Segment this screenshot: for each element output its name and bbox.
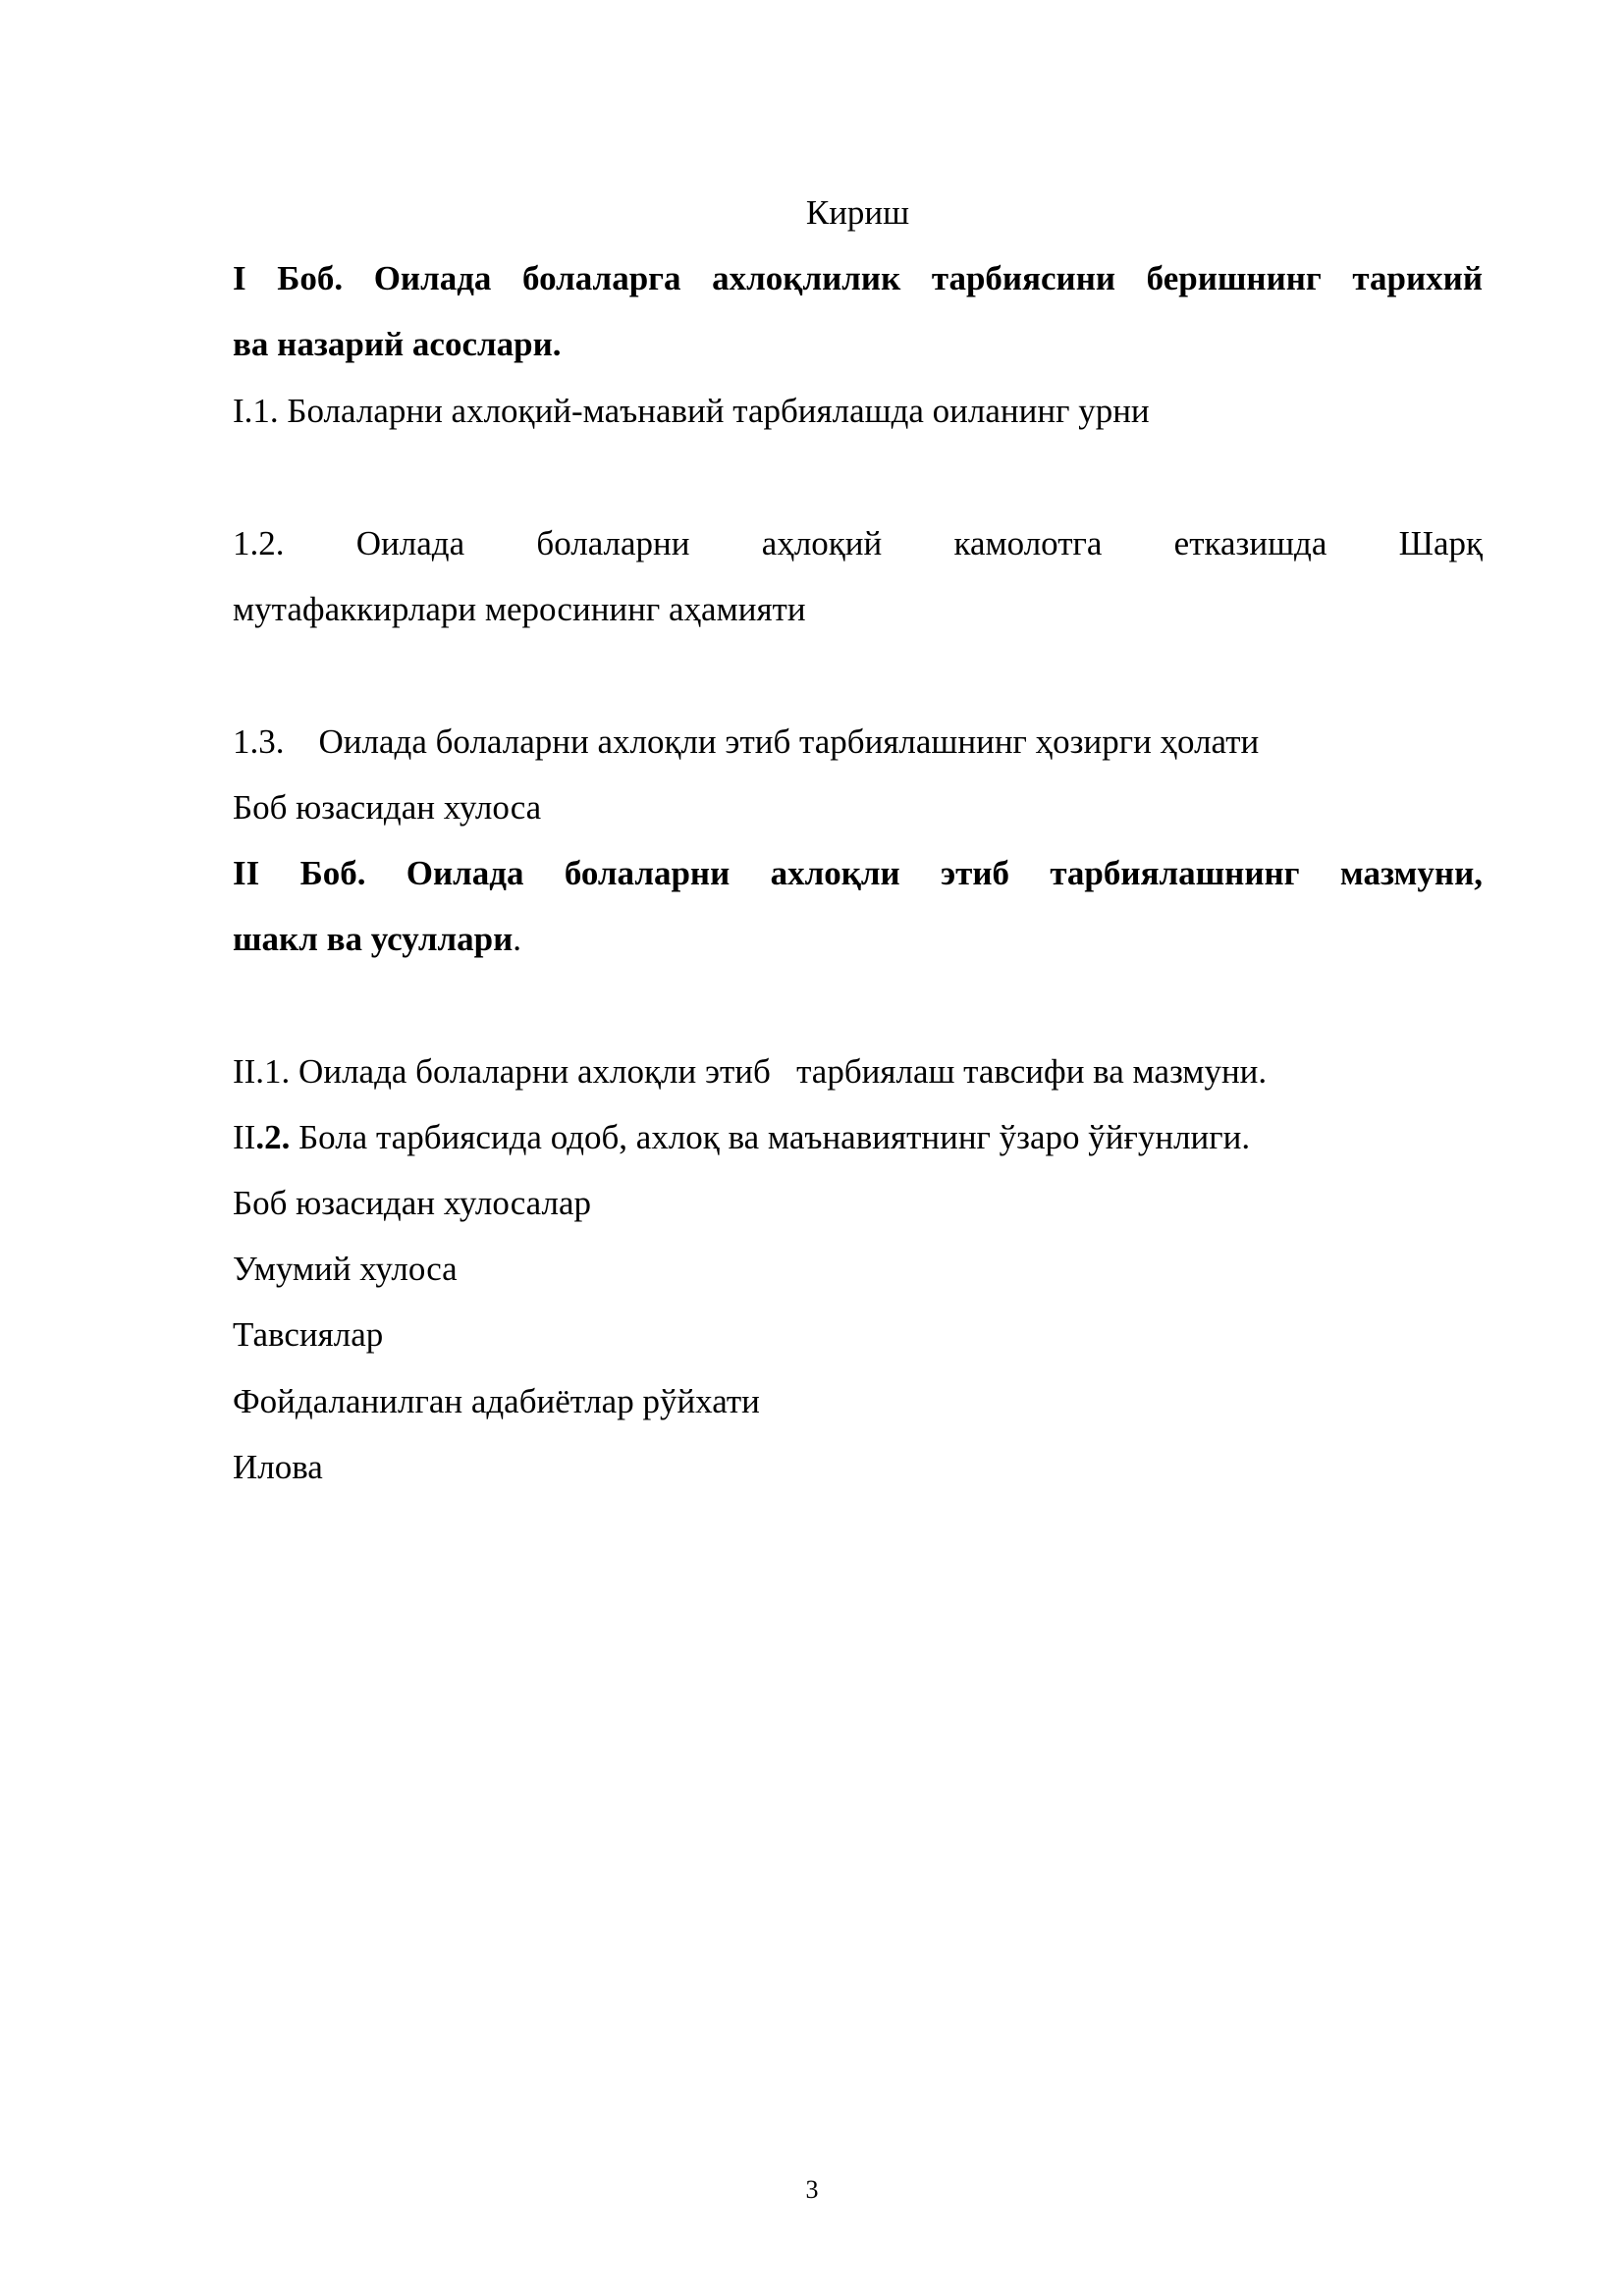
references: Фойдаланилган адабиётлар рўйхати xyxy=(233,1382,760,1420)
chapter2-title-word: этиб xyxy=(941,854,1009,892)
section-1-1: I.1. Болаларни ахлоқий-маънавий тарбиялашда оиланинг урни xyxy=(233,392,1150,430)
section-1-2-word: 1.2. xyxy=(233,524,285,562)
page-number: 3 xyxy=(805,2175,819,2204)
section-2-2-number: .2. xyxy=(255,1118,291,1156)
section-1-2-word: камолотга xyxy=(953,524,1103,562)
general-conclusion: Умумий хулоса xyxy=(233,1250,458,1288)
chapter2-title-line2-tail: . xyxy=(513,920,522,958)
chapter2-title-word: Оилада xyxy=(406,854,524,892)
chapter2-title-line1 xyxy=(233,852,1483,895)
section-1-2-word: аҳлоқий xyxy=(761,524,883,562)
chapter1-title-word: ахлоқлилик xyxy=(712,259,901,297)
chapter1-title-word: Боб. xyxy=(277,259,344,297)
chapter2-title-word: II xyxy=(233,854,260,892)
section-1-2-word: болаларни xyxy=(536,524,690,562)
section-1-3: 1.3. Оилада болаларни ахлоқли этиб тарбиялашнинг ҳозирги ҳолати xyxy=(233,722,1260,761)
chapter2-conclusion: Боб юзасидан хулосалар xyxy=(233,1184,592,1222)
chapter1-title-word: Оилада xyxy=(373,259,492,297)
section-1-2-word: етказишда xyxy=(1173,524,1327,562)
chapter1-title-line2: ва назарий асослари. xyxy=(233,325,562,363)
section-2-2 xyxy=(233,1116,1483,1159)
recommendations: Тавсиялар xyxy=(233,1315,384,1354)
chapter2-title-word: мазмуни, xyxy=(1339,854,1483,892)
chapter1-title-word: беришнинг xyxy=(1146,259,1322,297)
chapter2-title-word: болаларни xyxy=(564,854,731,892)
chapter2-title-word: Боб. xyxy=(299,854,366,892)
section-1-2-word: Шарқ xyxy=(1398,524,1483,562)
chapter1-title-word: тарихий xyxy=(1352,259,1483,297)
chapter1-title-word: тарбиясини xyxy=(931,259,1116,297)
chapter1-title-word: болаларга xyxy=(522,259,681,297)
appendix: Илова xyxy=(233,1448,323,1486)
chapter1-conclusion: Боб юзасидан хулоса xyxy=(233,788,542,827)
chapter2-title-line2 xyxy=(233,918,1483,961)
section-1-2-line1 xyxy=(233,522,1483,565)
section-1-2-line2: мутафаккирлари меросининг аҳамияти xyxy=(233,590,806,628)
chapter2-title-word: ахлоқли xyxy=(770,854,900,892)
section-1-2-word: Оилада xyxy=(355,524,465,562)
section-2-2-text: Бола тарбиясида одоб, ахлоқ ва маънавиятнинг ўзаро ўйғунлиги. xyxy=(290,1118,1251,1156)
section-2-2-prefix: II xyxy=(233,1118,256,1156)
chapter2-title-line2-bold: шакл ва усуллари xyxy=(233,920,514,958)
section-2-1: II.1. Оилада болаларни ахлоқли этиб тарбиялаш тавсифи ва мазмуни. xyxy=(233,1052,1268,1091)
chapter2-title-word: тарбиялашнинг xyxy=(1050,854,1300,892)
chapter1-title-word: I xyxy=(233,259,246,297)
chapter1-title-line1 xyxy=(233,257,1483,300)
intro-heading: Кириш xyxy=(805,193,910,232)
